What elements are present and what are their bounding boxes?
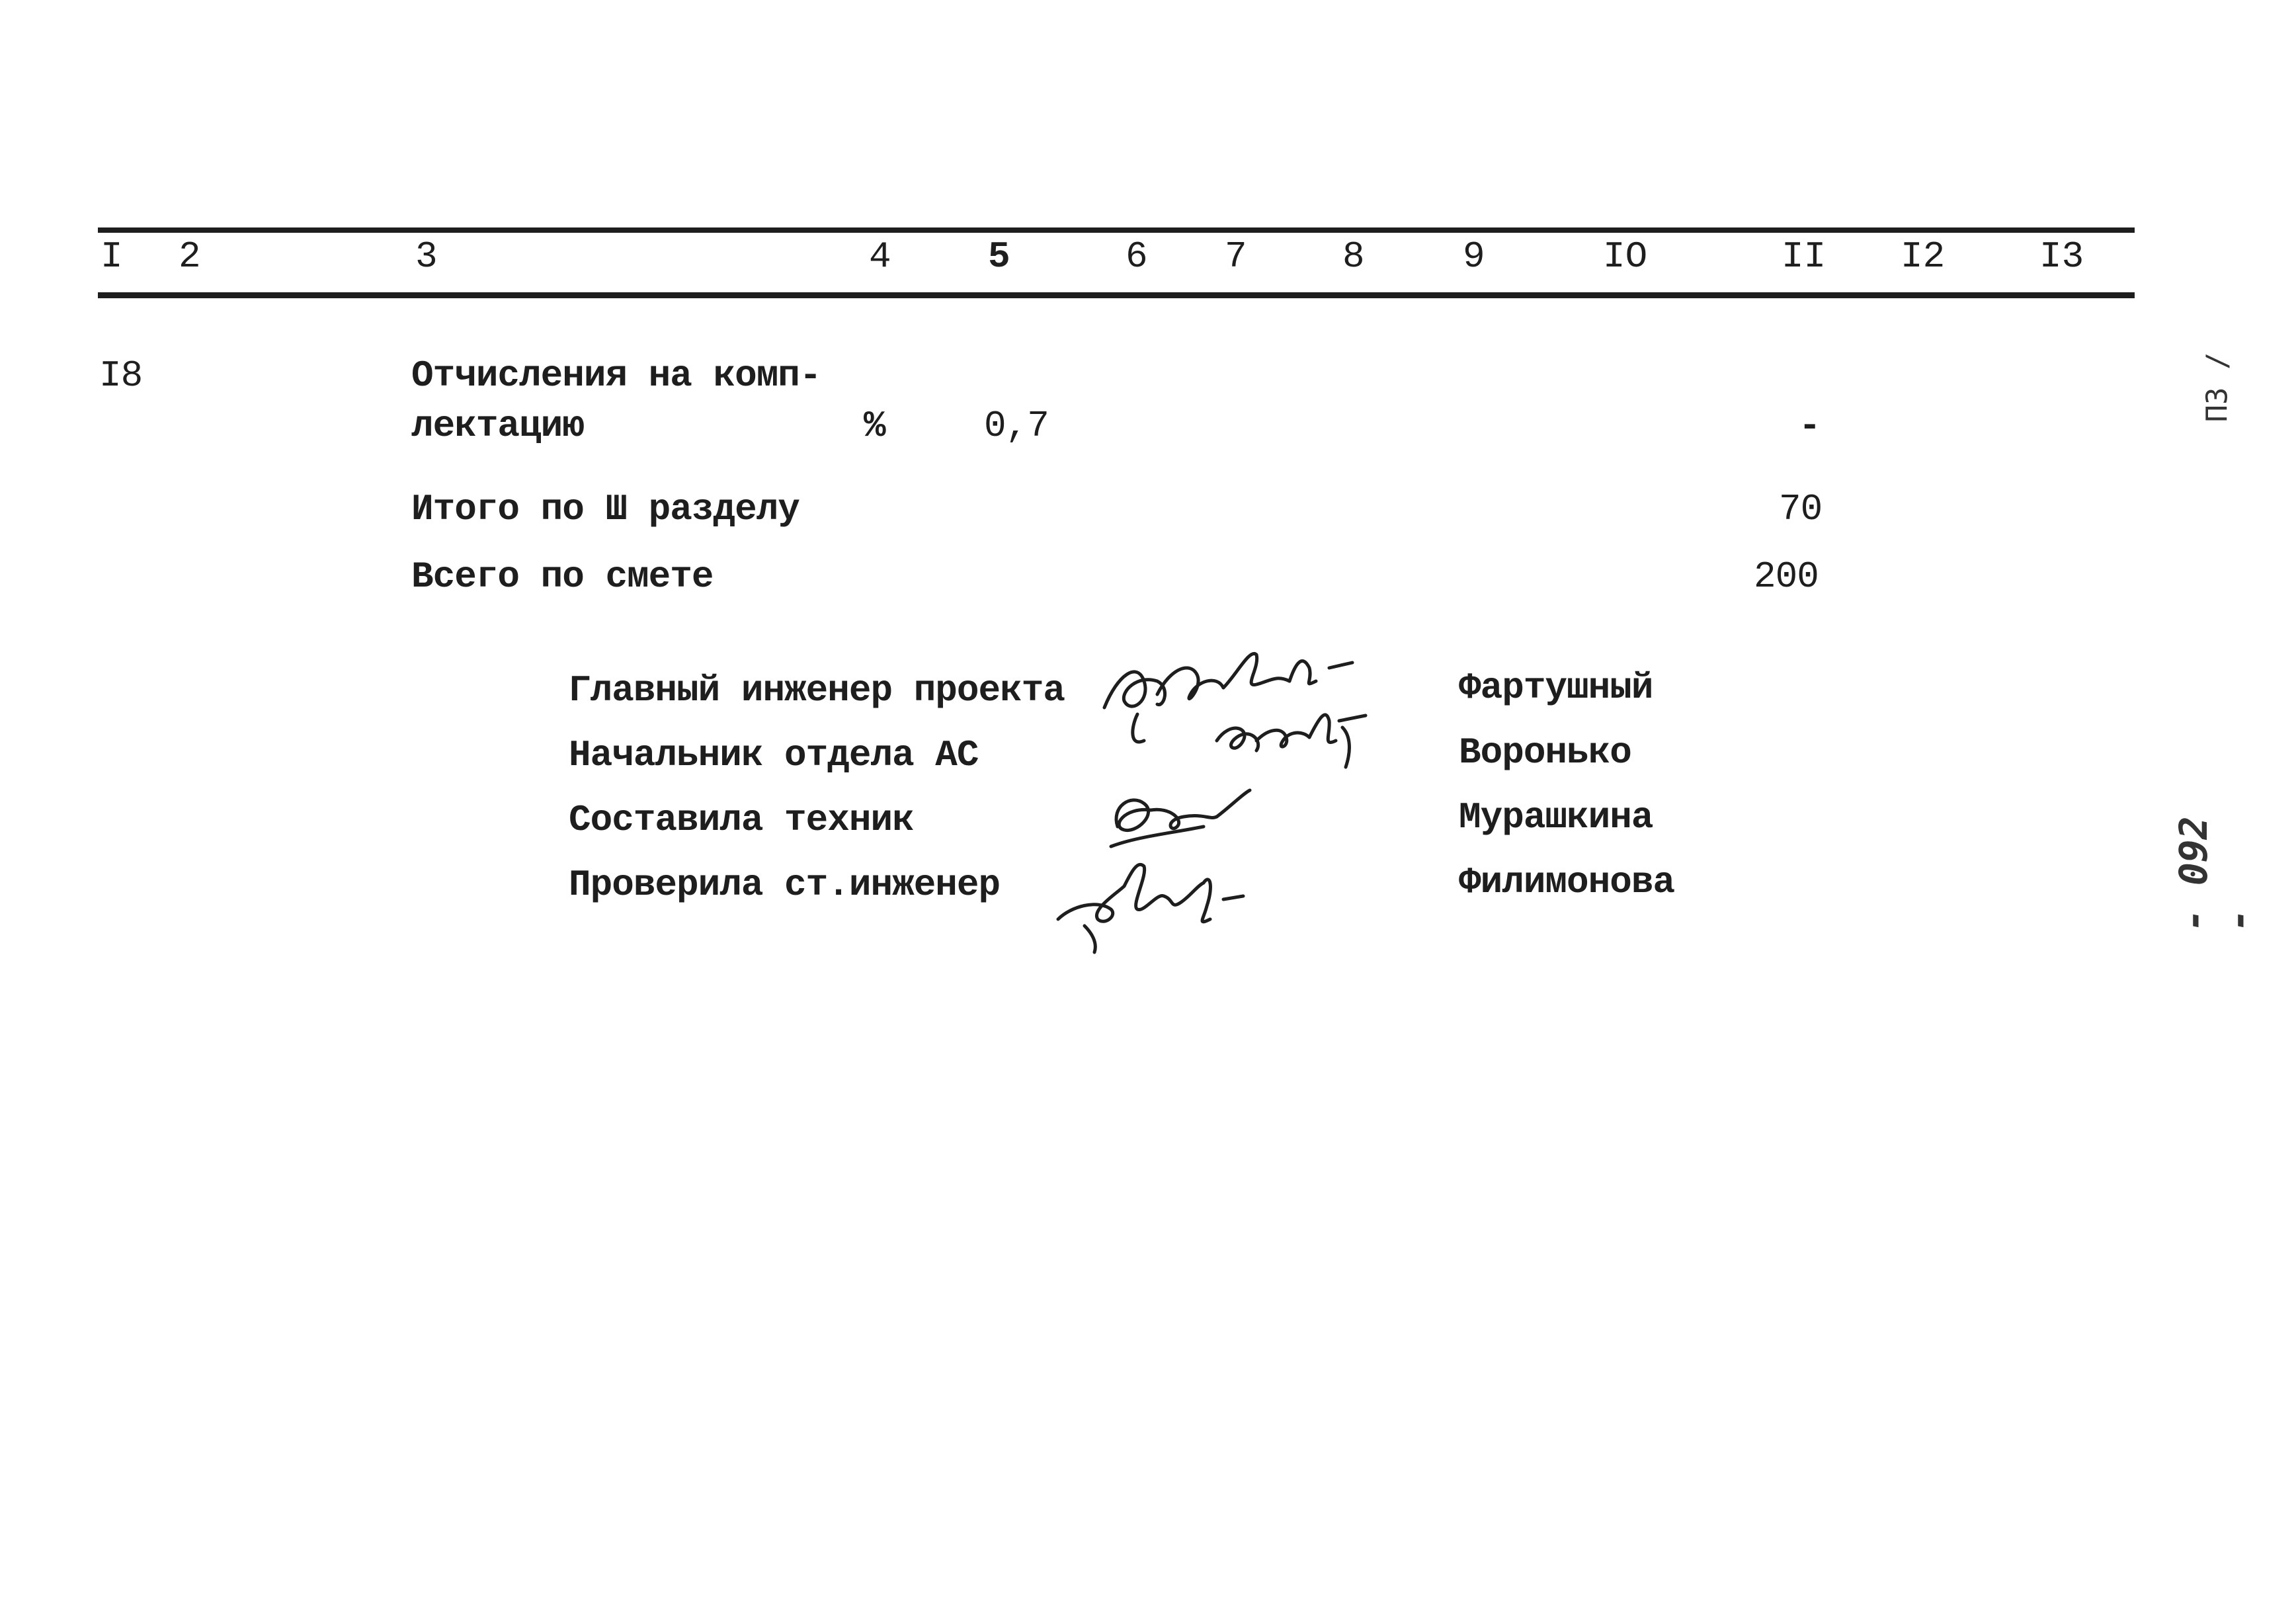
- column-header-6: 6: [1126, 235, 1148, 278]
- signature-name-technician: Мурашкина: [1459, 796, 1653, 839]
- side-mark-page-number: - 092 -: [2171, 816, 2261, 932]
- row-description-line2: лектацию: [411, 405, 584, 447]
- signature-name-senior-engineer: Филимонова: [1459, 861, 1675, 903]
- signature-role-technician: Составила техник: [569, 799, 914, 841]
- header-top-rule: [98, 227, 2135, 233]
- column-header-1: I: [101, 235, 123, 278]
- handwritten-signature-department-head: [1210, 701, 1382, 787]
- handwritten-signature-senior-engineer: [1045, 846, 1270, 959]
- row-description-line1: Отчисления на комп-: [411, 354, 821, 397]
- column-header-11: II: [1782, 235, 1826, 278]
- signature-name-chief-engineer: Фартушный: [1459, 667, 1653, 709]
- signature-role-department-head: Начальник отдела АС: [569, 734, 979, 776]
- column-header-13: I3: [2039, 235, 2084, 278]
- column-header-3: 3: [415, 235, 438, 278]
- signature-name-department-head: Воронько: [1459, 731, 1631, 774]
- grand-total-label: Всего по смете: [411, 555, 714, 598]
- column-header-12: I2: [1901, 235, 1946, 278]
- column-header-9: 9: [1463, 235, 1485, 278]
- row-number: I8: [99, 354, 143, 397]
- row-quantity: 0,7: [984, 405, 1049, 447]
- side-mark-top: ПЗ /: [2200, 352, 2234, 423]
- column-header-2: 2: [179, 235, 201, 278]
- column-header-10: IO: [1603, 235, 1648, 278]
- section-total-label: Итого по Ш разделу: [411, 488, 800, 530]
- signature-role-chief-engineer: Главный инженер проекта: [569, 669, 1065, 712]
- section-total-value: 70: [1779, 488, 1823, 530]
- column-header-4: 4: [869, 235, 891, 278]
- grand-total-value: 200: [1754, 555, 1819, 598]
- signature-role-senior-engineer: Проверила ст.инженер: [569, 864, 1001, 906]
- header-bottom-rule: [98, 292, 2135, 298]
- row-col11-value: -: [1799, 405, 1821, 447]
- column-header-5: 5: [988, 235, 1010, 278]
- column-header-7: 7: [1225, 235, 1247, 278]
- column-header-8: 8: [1342, 235, 1365, 278]
- row-unit: %: [864, 405, 885, 447]
